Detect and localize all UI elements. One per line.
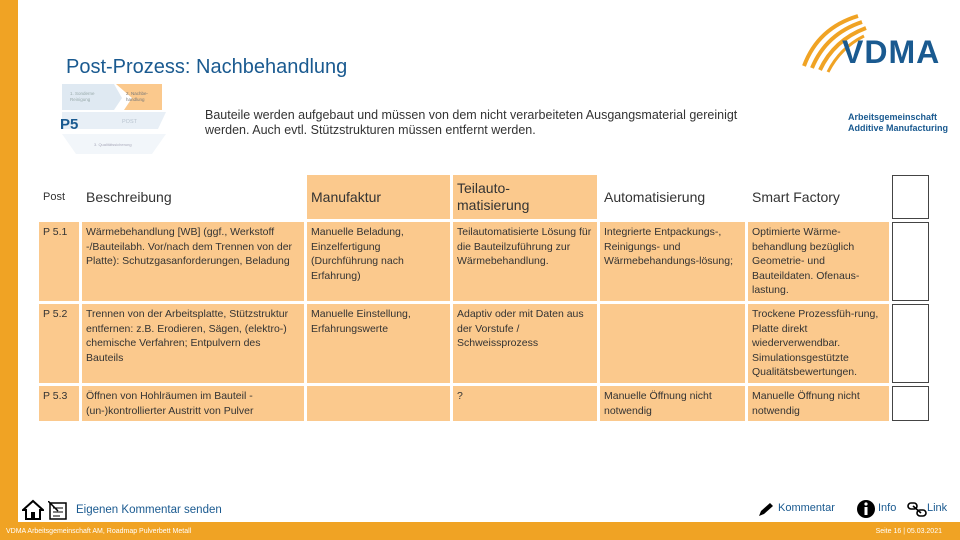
- svg-text:POST: POST: [122, 119, 137, 125]
- row-beschreibung: Trennen von der Arbeitsplatte, Stützstruktur entfernen: z.B. Erodieren, Sägen, (elektro-) chemische Verfahren; Entpulvern des Bauteils: [82, 304, 304, 383]
- header-smart-factory: Smart Factory: [752, 188, 840, 205]
- page-number: Seite 16 | 05.03.2021: [875, 528, 942, 535]
- row-teilautomatisierung: Adaptiv oder mit Daten aus der Vorstufe / Schweissprozess: [453, 304, 597, 383]
- logo-subtitle-1: Arbeitsgemeinschaft: [848, 112, 938, 122]
- header-post: Post: [43, 190, 66, 203]
- row-manufaktur: [307, 386, 450, 421]
- footer-source-text: VDMA Arbeitsgemeinschaft AM, Roadmap Pulverbett Metall: [6, 528, 192, 535]
- row-smart-factory: Trockene Prozessfüh-rung, Platte direkt wiederverwendbar. Simulationsgestützte Qualitätsbewertungen.: [748, 304, 889, 383]
- kommentar-link[interactable]: Kommentar: [778, 502, 835, 514]
- svg-text:3. Qualitätssicherung: 3. Qualitätssicherung: [94, 142, 132, 147]
- row-id: P 5.2: [39, 304, 79, 383]
- roadmap-table: [36, 172, 932, 424]
- header-empty-cell: [892, 175, 929, 219]
- link-link[interactable]: Link: [927, 502, 948, 514]
- info-link[interactable]: Info: [878, 502, 897, 514]
- row-beschreibung: Wärmebehandlung [WB] (ggf., Werkstoff -/Bauteilabh. Vor/nach dem Trennen von der Platte): Schutzgasanforderungen, Beladung: [82, 222, 304, 301]
- header-manufaktur: Manufaktur: [307, 175, 450, 219]
- row-smart-factory: Optimierte Wärme-behandlung bezüglich Geometrie- und Bauteildaten. Ofenaus-lastung.: [748, 222, 889, 301]
- svg-text:1. Sonderne: 1. Sonderne: [70, 91, 95, 96]
- vdma-logo: [798, 10, 958, 140]
- row-empty-cell: [892, 304, 929, 383]
- send-comment-link[interactable]: Eigenen Kommentar senden: [76, 504, 222, 516]
- home-icon[interactable]: [22, 499, 44, 521]
- header-teilautomatisierung: Teilauto- matisierung: [453, 175, 597, 219]
- table-row: [39, 304, 929, 383]
- row-automatisierung: Integrierte Entpackungs-, Reinigungs- und Wärmebehandungs-lösung;: [600, 222, 745, 301]
- row-manufaktur: Manuelle Beladung, Einzelfertigung (Durchführung nach Erfahrung): [307, 222, 450, 301]
- left-accent-bar: [0, 0, 18, 540]
- row-id: P 5.3: [39, 386, 79, 421]
- comment-form-icon[interactable]: [48, 501, 70, 521]
- svg-text:handlung: handlung: [126, 97, 145, 102]
- link-icon[interactable]: [907, 501, 929, 519]
- row-empty-cell: [892, 386, 929, 421]
- row-id: P 5.1: [39, 222, 79, 301]
- row-automatisierung: [600, 304, 745, 383]
- svg-text:Reinigung: Reinigung: [70, 97, 91, 102]
- row-automatisierung: Manuelle Öffnung nicht notwendig: [600, 386, 745, 421]
- row-beschreibung: Öffnen von Hohlräumen im Bauteil - (un-)kontrollierter Austritt von Pulver: [82, 386, 304, 421]
- table-row: [39, 222, 929, 301]
- logo-subtitle-2: Additive Manufacturing: [848, 123, 949, 133]
- header-automatisierung: Automatisierung: [604, 188, 706, 205]
- row-teilautomatisierung: ?: [453, 386, 597, 421]
- table-header-row: [39, 175, 929, 219]
- table-row: [39, 386, 929, 421]
- row-smart-factory: Manuelle Öffnung nicht notwendig: [748, 386, 889, 421]
- pencil-icon[interactable]: [757, 502, 775, 518]
- process-label: P5: [60, 116, 79, 133]
- svg-text:2. Nachbe-: 2. Nachbe-: [126, 91, 149, 96]
- vdma-wordmark: VDMA: [842, 34, 941, 70]
- row-teilautomatisierung: Teilautomatisierte Lösung für die Bauteilzuführung zur Wärmebehandlung.: [453, 222, 597, 301]
- header-beschreibung: Beschreibung: [86, 188, 172, 205]
- page-title: Post-Prozess: Nachbehandlung: [66, 56, 348, 78]
- intro-text: Bauteile werden aufgebaut und müssen von dem nicht verarbeiteten Ausgangsmaterial gereinigt werden. Auch evtl. Stützstrukturen müssen entfernt werden.: [205, 108, 738, 137]
- row-manufaktur: Manuelle Einstellung, Erfahrungswerte: [307, 304, 450, 383]
- info-icon[interactable]: [856, 499, 876, 519]
- row-empty-cell: [892, 222, 929, 301]
